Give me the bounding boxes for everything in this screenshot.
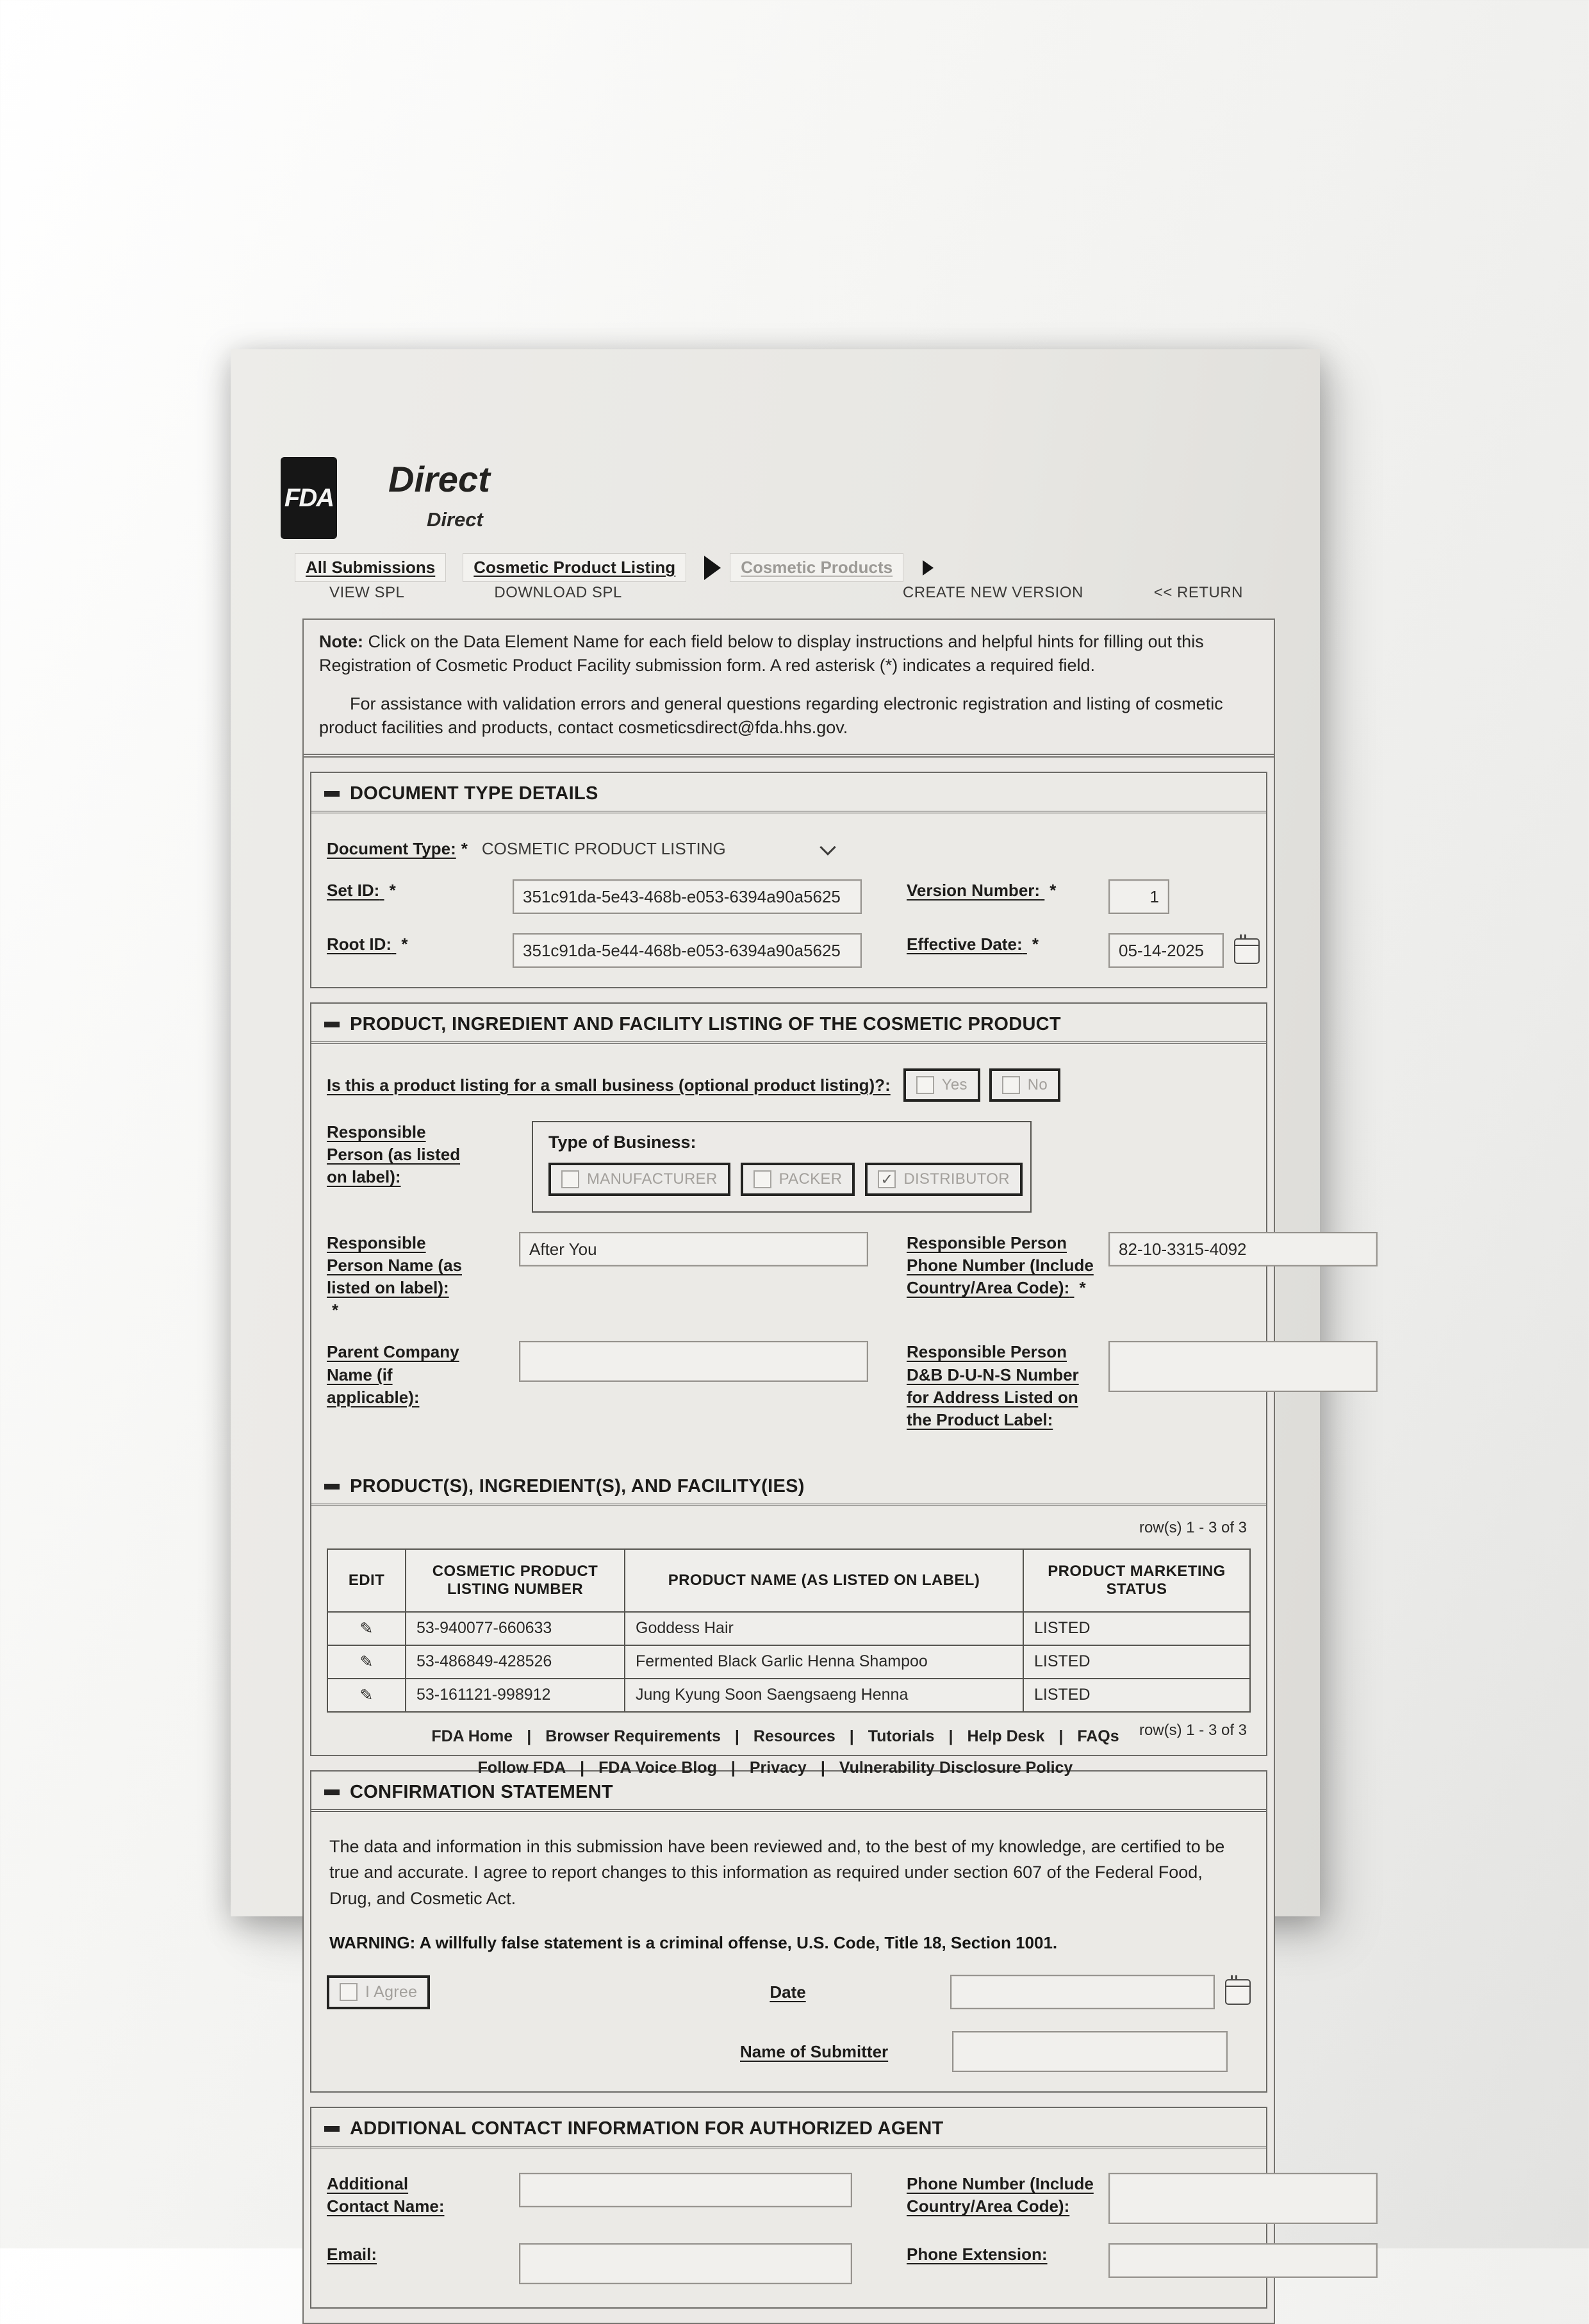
status-cell: LISTED bbox=[1023, 1612, 1250, 1645]
checkbox-icon[interactable] bbox=[753, 1170, 771, 1188]
checkmark-icon[interactable]: ✓ bbox=[878, 1170, 896, 1188]
collapse-icon[interactable] bbox=[324, 791, 340, 797]
footer-link-vulnerability-disclosure-policy[interactable]: Vulnerability Disclosure Policy bbox=[839, 1759, 1073, 1777]
email-label[interactable]: Email: bbox=[327, 2245, 377, 2264]
status-cell: LISTED bbox=[1023, 1645, 1250, 1679]
row-count-top: row(s) 1 - 3 of 3 bbox=[1139, 1518, 1247, 1536]
name-of-submitter-field[interactable] bbox=[952, 2031, 1228, 2072]
distributor-checkbox[interactable] bbox=[865, 1163, 1023, 1196]
phone-number-label[interactable]: Phone Number (Include Country/Area Code): bbox=[907, 2174, 1094, 2216]
required-asterisk: * bbox=[401, 934, 408, 954]
listing-number-cell: 53-486849-428526 bbox=[406, 1645, 625, 1679]
toolbar bbox=[302, 584, 1275, 602]
download-spl-button[interactable]: DOWNLOAD SPL bbox=[494, 584, 622, 601]
footer-link-follow-fda[interactable]: Follow FDA bbox=[477, 1759, 566, 1777]
footer-link-fda-home[interactable]: FDA Home bbox=[431, 1727, 513, 1745]
note-label: Note: bbox=[319, 632, 363, 651]
section-product-listing-header[interactable] bbox=[311, 1004, 1266, 1044]
app-subtitle: Direct bbox=[427, 508, 483, 531]
required-asterisk: * bbox=[389, 881, 396, 901]
phone-number-field[interactable] bbox=[1108, 2173, 1378, 2224]
footer-link-privacy[interactable]: Privacy bbox=[749, 1759, 807, 1777]
collapse-icon[interactable] bbox=[324, 1789, 340, 1795]
set-id-label[interactable] bbox=[327, 879, 429, 902]
footer-link-browser-requirements[interactable]: Browser Requirements bbox=[545, 1727, 721, 1745]
pencil-icon[interactable]: ✎ bbox=[359, 1686, 374, 1704]
breadcrumb-arrow-icon bbox=[704, 556, 721, 580]
listing-number-cell: 53-940077-660633 bbox=[406, 1612, 625, 1645]
section-document-type-details-header[interactable] bbox=[311, 773, 1266, 813]
breadcrumb bbox=[295, 553, 934, 582]
products-table bbox=[327, 1548, 1251, 1713]
view-spl-button[interactable]: VIEW SPL bbox=[329, 584, 405, 601]
row-count-bottom: row(s) 1 - 3 of 3 bbox=[1139, 1721, 1247, 1739]
edit-row-button[interactable] bbox=[327, 1612, 406, 1645]
effective-date-label-text: Effective Date: bbox=[907, 934, 1023, 954]
collapse-icon[interactable] bbox=[324, 2126, 340, 2132]
separator: | bbox=[734, 1727, 739, 1745]
packer-checkbox[interactable] bbox=[741, 1163, 855, 1196]
page-footer bbox=[231, 1727, 1320, 1777]
section-title: PRODUCT, INGREDIENT AND FACILITY LISTING OF THE COSMETIC PRODUCT bbox=[350, 1014, 1061, 1035]
section-confirmation bbox=[310, 1770, 1267, 2093]
return-button[interactable]: << RETURN bbox=[1153, 584, 1243, 601]
form-container bbox=[302, 618, 1275, 2324]
root-id-field[interactable]: 351c91da-5e44-468b-e053-6394a90a5625 bbox=[513, 933, 862, 968]
product-name-cell: Fermented Black Garlic Henna Shampoo bbox=[625, 1645, 1023, 1679]
app-title: Direct bbox=[388, 459, 490, 499]
small-business-no-button[interactable] bbox=[989, 1068, 1060, 1102]
set-id-field[interactable]: 351c91da-5e43-468b-e053-6394a90a5625 bbox=[513, 879, 862, 914]
checkbox-icon[interactable] bbox=[1002, 1076, 1020, 1094]
version-number-label[interactable] bbox=[907, 879, 1096, 902]
duns-label[interactable]: Responsible Person D&B D-U-N-S Number for Address Listed on the Product Label: bbox=[907, 1342, 1079, 1429]
date-label[interactable]: Date bbox=[770, 1982, 806, 2002]
footer-link-help-desk[interactable]: Help Desk bbox=[967, 1727, 1045, 1745]
section-products-table-header[interactable] bbox=[311, 1457, 1266, 1506]
footer-link-resources[interactable]: Resources bbox=[753, 1727, 836, 1745]
footer-row-2 bbox=[231, 1759, 1320, 1777]
root-id-label-text: Root ID: bbox=[327, 934, 392, 954]
required-asterisk: * bbox=[1079, 1278, 1086, 1298]
product-name-cell: Jung Kyung Soon Saengsaeng Henna bbox=[625, 1679, 1023, 1712]
manufacturer-label: MANUFACTURER bbox=[587, 1170, 718, 1188]
footer-link-tutorials[interactable]: Tutorials bbox=[868, 1727, 935, 1745]
responsible-person-phone-label[interactable] bbox=[907, 1232, 1096, 1299]
footer-link-fda-voice-blog[interactable]: FDA Voice Blog bbox=[598, 1759, 717, 1777]
checkbox-icon[interactable] bbox=[561, 1170, 579, 1188]
parent-company-label[interactable]: Parent Company Name (if applicable): bbox=[327, 1342, 459, 1407]
confirmation-statement-text: The data and information in this submission have been reviewed and, to the best of my knowledge, are certified to be true and accurate. I agree to report changes to this information as required under section 607 of the Federal Food, Drug, and Cosmetic Act. bbox=[329, 1836, 1225, 1908]
small-business-question[interactable]: Is this a product listing for a small business (optional product listing)?: bbox=[327, 1075, 891, 1095]
effective-date-field[interactable]: 05-14-2025 bbox=[1108, 933, 1224, 968]
separator: | bbox=[849, 1727, 854, 1745]
checkbox-icon[interactable] bbox=[340, 1983, 358, 2001]
calendar-icon[interactable] bbox=[1225, 1979, 1251, 2005]
pencil-icon[interactable]: ✎ bbox=[359, 1619, 374, 1638]
collapse-icon[interactable] bbox=[324, 1484, 340, 1490]
responsible-person-phone-field[interactable]: 82-10-3315-4092 bbox=[1108, 1232, 1378, 1266]
tab-all-submissions[interactable]: All Submissions bbox=[295, 553, 446, 582]
responsible-person-label[interactable]: Responsible Person (as listed on label): bbox=[327, 1122, 461, 1187]
manufacturer-checkbox[interactable] bbox=[548, 1163, 730, 1196]
edit-column-header: EDIT bbox=[327, 1549, 406, 1612]
warning-text: WARNING: A willfully false statement is a criminal offense, U.S. Code, Title 18, Section 1001. bbox=[329, 1933, 1058, 1953]
table-row bbox=[327, 1679, 1250, 1712]
root-id-label[interactable] bbox=[327, 933, 429, 956]
required-asterisk: * bbox=[332, 1300, 339, 1320]
checkbox-icon[interactable] bbox=[916, 1076, 934, 1094]
table-row bbox=[327, 1612, 1250, 1645]
tab-cosmetic-products[interactable]: Cosmetic Products bbox=[730, 553, 903, 582]
section-title: CONFIRMATION STATEMENT bbox=[350, 1781, 613, 1802]
no-label: No bbox=[1027, 1076, 1048, 1094]
tab-cosmetic-product-listing[interactable]: Cosmetic Product Listing bbox=[463, 553, 686, 582]
name-of-submitter-label[interactable]: Name of Submitter bbox=[740, 2041, 889, 2061]
footer-link-faqs[interactable]: FAQs bbox=[1077, 1727, 1119, 1745]
packer-label: PACKER bbox=[778, 1170, 843, 1188]
duns-field[interactable] bbox=[1108, 1341, 1378, 1392]
responsible-person-name-label[interactable] bbox=[327, 1232, 465, 1322]
separator: | bbox=[580, 1759, 585, 1777]
required-asterisk: * bbox=[1050, 881, 1057, 901]
type-of-business-label: Type of Business: bbox=[548, 1133, 696, 1152]
product-name-cell: Goddess Hair bbox=[625, 1612, 1023, 1645]
phone-extension-label[interactable]: Phone Extension: bbox=[907, 2245, 1048, 2264]
i-agree-label: I Agree bbox=[365, 1982, 418, 2001]
table-row bbox=[327, 1645, 1250, 1679]
calendar-icon[interactable] bbox=[1234, 938, 1260, 964]
section-title: ADDITIONAL CONTACT INFORMATION FOR AUTHORIZED AGENT bbox=[350, 2118, 944, 2139]
separator: | bbox=[1058, 1727, 1064, 1745]
table-header-row bbox=[327, 1549, 1250, 1612]
caret-right-icon bbox=[923, 560, 934, 576]
section-confirmation-header[interactable] bbox=[311, 1772, 1266, 1812]
document-type-label[interactable]: Document Type: bbox=[327, 839, 456, 858]
responsible-person-name-field[interactable]: After You bbox=[519, 1232, 868, 1266]
section-additional-contact bbox=[310, 2107, 1267, 2309]
responsible-person-phone-label-text: Responsible Person Phone Number (Include Country/Area Code): bbox=[907, 1233, 1094, 1298]
distributor-label: DISTRIBUTOR bbox=[903, 1170, 1010, 1188]
i-agree-button[interactable] bbox=[327, 1975, 430, 2009]
note-text-2: For assistance with validation errors and general questions regarding electronic registration and listing of cosmetic product facilities and products, contact cosmeticsdirect@fda.hhs.gov. bbox=[319, 693, 1223, 737]
date-field[interactable] bbox=[950, 1975, 1215, 2009]
footer-row-1 bbox=[231, 1727, 1320, 1746]
responsible-person-name-label-text: Responsible Person Name (as listed on label): bbox=[327, 1233, 462, 1298]
section-additional-contact-header[interactable] bbox=[311, 2108, 1266, 2148]
section-document-type-details bbox=[310, 772, 1267, 988]
separator: | bbox=[948, 1727, 953, 1745]
required-asterisk: * bbox=[1032, 934, 1039, 954]
yes-label: Yes bbox=[941, 1076, 967, 1094]
required-asterisk: * bbox=[461, 839, 468, 858]
pencil-icon[interactable]: ✎ bbox=[359, 1652, 374, 1671]
type-of-business-box bbox=[532, 1121, 1032, 1213]
collapse-icon[interactable] bbox=[324, 1022, 340, 1027]
note-text-1: Click on the Data Element Name for each field below to display instructions and helpful hints for filling out this Registration of Cosmetic Product Facility submission form. A red asterisk (*) indicates a required field. bbox=[319, 632, 1204, 676]
edit-row-button[interactable] bbox=[327, 1645, 406, 1679]
separator: | bbox=[527, 1727, 532, 1745]
document-type-select[interactable]: COSMETIC PRODUCT LISTING bbox=[481, 839, 726, 858]
effective-date-label[interactable] bbox=[907, 933, 1096, 956]
chevron-down-icon[interactable] bbox=[819, 839, 836, 855]
set-id-label-text: Set ID: bbox=[327, 881, 380, 901]
scanned-page bbox=[231, 349, 1320, 2264]
parent-company-field[interactable] bbox=[519, 1341, 868, 1382]
section-title: DOCUMENT TYPE DETAILS bbox=[350, 783, 598, 804]
status-cell: LISTED bbox=[1023, 1679, 1250, 1712]
fda-logo: FDA bbox=[281, 457, 337, 539]
separator: | bbox=[820, 1759, 825, 1777]
phone-extension-field[interactable] bbox=[1108, 2243, 1378, 2278]
additional-contact-name-label[interactable]: Additional Contact Name: bbox=[327, 2174, 445, 2216]
listing-number-cell: 53-161121-998912 bbox=[406, 1679, 625, 1712]
additional-contact-name-field[interactable] bbox=[519, 2173, 852, 2207]
listing-number-column-header: COSMETIC PRODUCT LISTING NUMBER bbox=[406, 1549, 625, 1612]
separator: | bbox=[730, 1759, 736, 1777]
section-product-listing bbox=[310, 1002, 1267, 1756]
note-box bbox=[304, 620, 1274, 758]
edit-row-button[interactable] bbox=[327, 1679, 406, 1712]
product-name-column-header: PRODUCT NAME (AS LISTED ON LABEL) bbox=[625, 1549, 1023, 1612]
version-number-field[interactable]: 1 bbox=[1108, 879, 1169, 914]
version-number-label-text: Version Number: bbox=[907, 881, 1041, 901]
subsection-title: PRODUCT(S), INGREDIENT(S), AND FACILITY(IES) bbox=[350, 1475, 805, 1497]
status-column-header: PRODUCT MARKETING STATUS bbox=[1023, 1549, 1250, 1612]
small-business-yes-button[interactable] bbox=[903, 1068, 980, 1102]
email-field[interactable] bbox=[519, 2243, 852, 2284]
create-new-version-button[interactable]: CREATE NEW VERSION bbox=[902, 584, 1083, 601]
